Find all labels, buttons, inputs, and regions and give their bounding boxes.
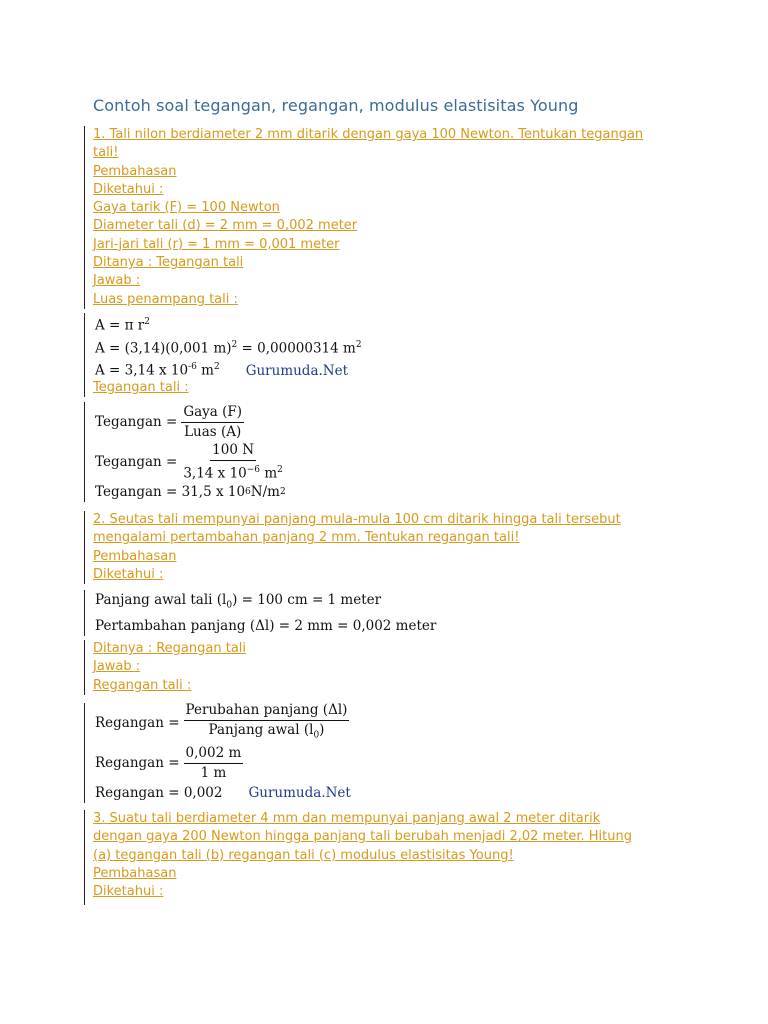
problem-1-question[interactable]: 1. Tali nilon berdiameter 2 mm ditarik dengan gaya 100 Newton. Tentukan tegangan [93,127,644,142]
area-eq-3: A = 3,14 x $10^{-6}$ $m^2$ Gurumuda.Net [95,362,349,379]
strain-eq-3: Regangan = 0,002 Gurumuda.Net [95,785,351,801]
strain-eq-1: Regangan = $\frac{\text{Perubahan panjang (Δl)}}{Panjang awal (l_0)}$ [95,701,348,741]
problem-1-question-cont[interactable]: tali! [93,145,119,161]
stress-eq-3: Tegangan = 31,5 x 10 6 N/m 2 [95,484,286,500]
tegangan-label-block [84,379,189,397]
jawab-label[interactable]: Jawab : [93,273,141,289]
tegangan-label[interactable]: Tegangan tali : [93,380,189,395]
brand-watermark: Gurumuda.Net [245,362,349,379]
pembahasan-label[interactable]: Pembahasan [93,865,177,881]
problem-3-block [84,810,632,905]
strain-equations [84,703,351,803]
problem-2-answer-block [84,640,246,695]
jawab-label[interactable]: Jawab : [93,659,141,675]
brand-watermark: Gurumuda.Net [248,785,351,801]
problem-2-question-cont[interactable]: mengalami pertambahan panjang 2 mm. Tentukan regangan tali! [93,530,520,546]
known-radius[interactable]: Jari-jari tali (r) = 1 mm = 0,001 meter [93,236,340,252]
given-length-change: Pertambahan panjang (Δl) = 2 mm = 0,002 meter [95,617,437,634]
problem-1-block [84,126,643,309]
given-equations [84,590,436,636]
luas-label[interactable]: Luas penampang tali : [93,291,238,307]
known-force[interactable]: Gaya tarik (F) = 100 Newton [93,200,280,216]
stress-eq-2: Tegangan = $\frac{100 N}{3,14 x 10^{-6} m^2}$ [95,441,283,482]
diketahui-label[interactable]: Diketahui : [93,181,164,197]
stress-equations [84,402,286,502]
regangan-label[interactable]: Regangan tali : [93,677,192,693]
pembahasan-label[interactable]: Pembahasan [93,548,177,564]
given-initial-length: Panjang awal tali $(l_0) = 100$ cm = 1 meter [95,592,382,611]
problem-3-question-cont2[interactable]: (a) tegangan tali (b) regangan tali (c) modulus elastisitas Young! [93,847,514,863]
pembahasan-label[interactable]: Pembahasan [93,163,177,179]
page-title: Contoh soal tegangan, regangan, modulus elastisitas Young [93,96,579,115]
diketahui-label[interactable]: Diketahui : [93,884,164,900]
ditanya-label[interactable]: Ditanya : Tegangan tali [93,255,244,271]
area-equations [84,313,362,381]
ditanya-label[interactable]: Ditanya : Regangan tali [93,641,247,656]
diketahui-label[interactable]: Diketahui : [93,566,164,582]
area-eq-1: A = π $r^2$ [95,317,150,334]
strain-eq-2: Regangan = $\frac{0,002 m}{1 m}$ [95,744,242,781]
area-eq-2: A = (3,14)(0,001 m)$^2$ = 0,00000314 $m^2$ [95,339,362,356]
problem-3-question-cont[interactable]: dengan gaya 200 Newton hingga panjang tali berubah menjadi 2,02 meter. Hitung [93,829,632,845]
stress-eq-1: Tegangan = $\frac{\text{Gaya (F)}}{\text{Luas (A)}}$ [95,403,243,440]
known-diameter[interactable]: Diameter tali (d) = 2 mm = 0,002 meter [93,218,358,234]
problem-2-block [84,511,621,584]
problem-2-question[interactable]: 2. Seutas tali mempunyai panjang mula-mula 100 cm ditarik hingga tali tersebut [93,512,621,527]
problem-3-question[interactable]: 3. Suatu tali berdiameter 4 mm dan mempunyai panjang awal 2 meter ditarik [93,811,601,826]
